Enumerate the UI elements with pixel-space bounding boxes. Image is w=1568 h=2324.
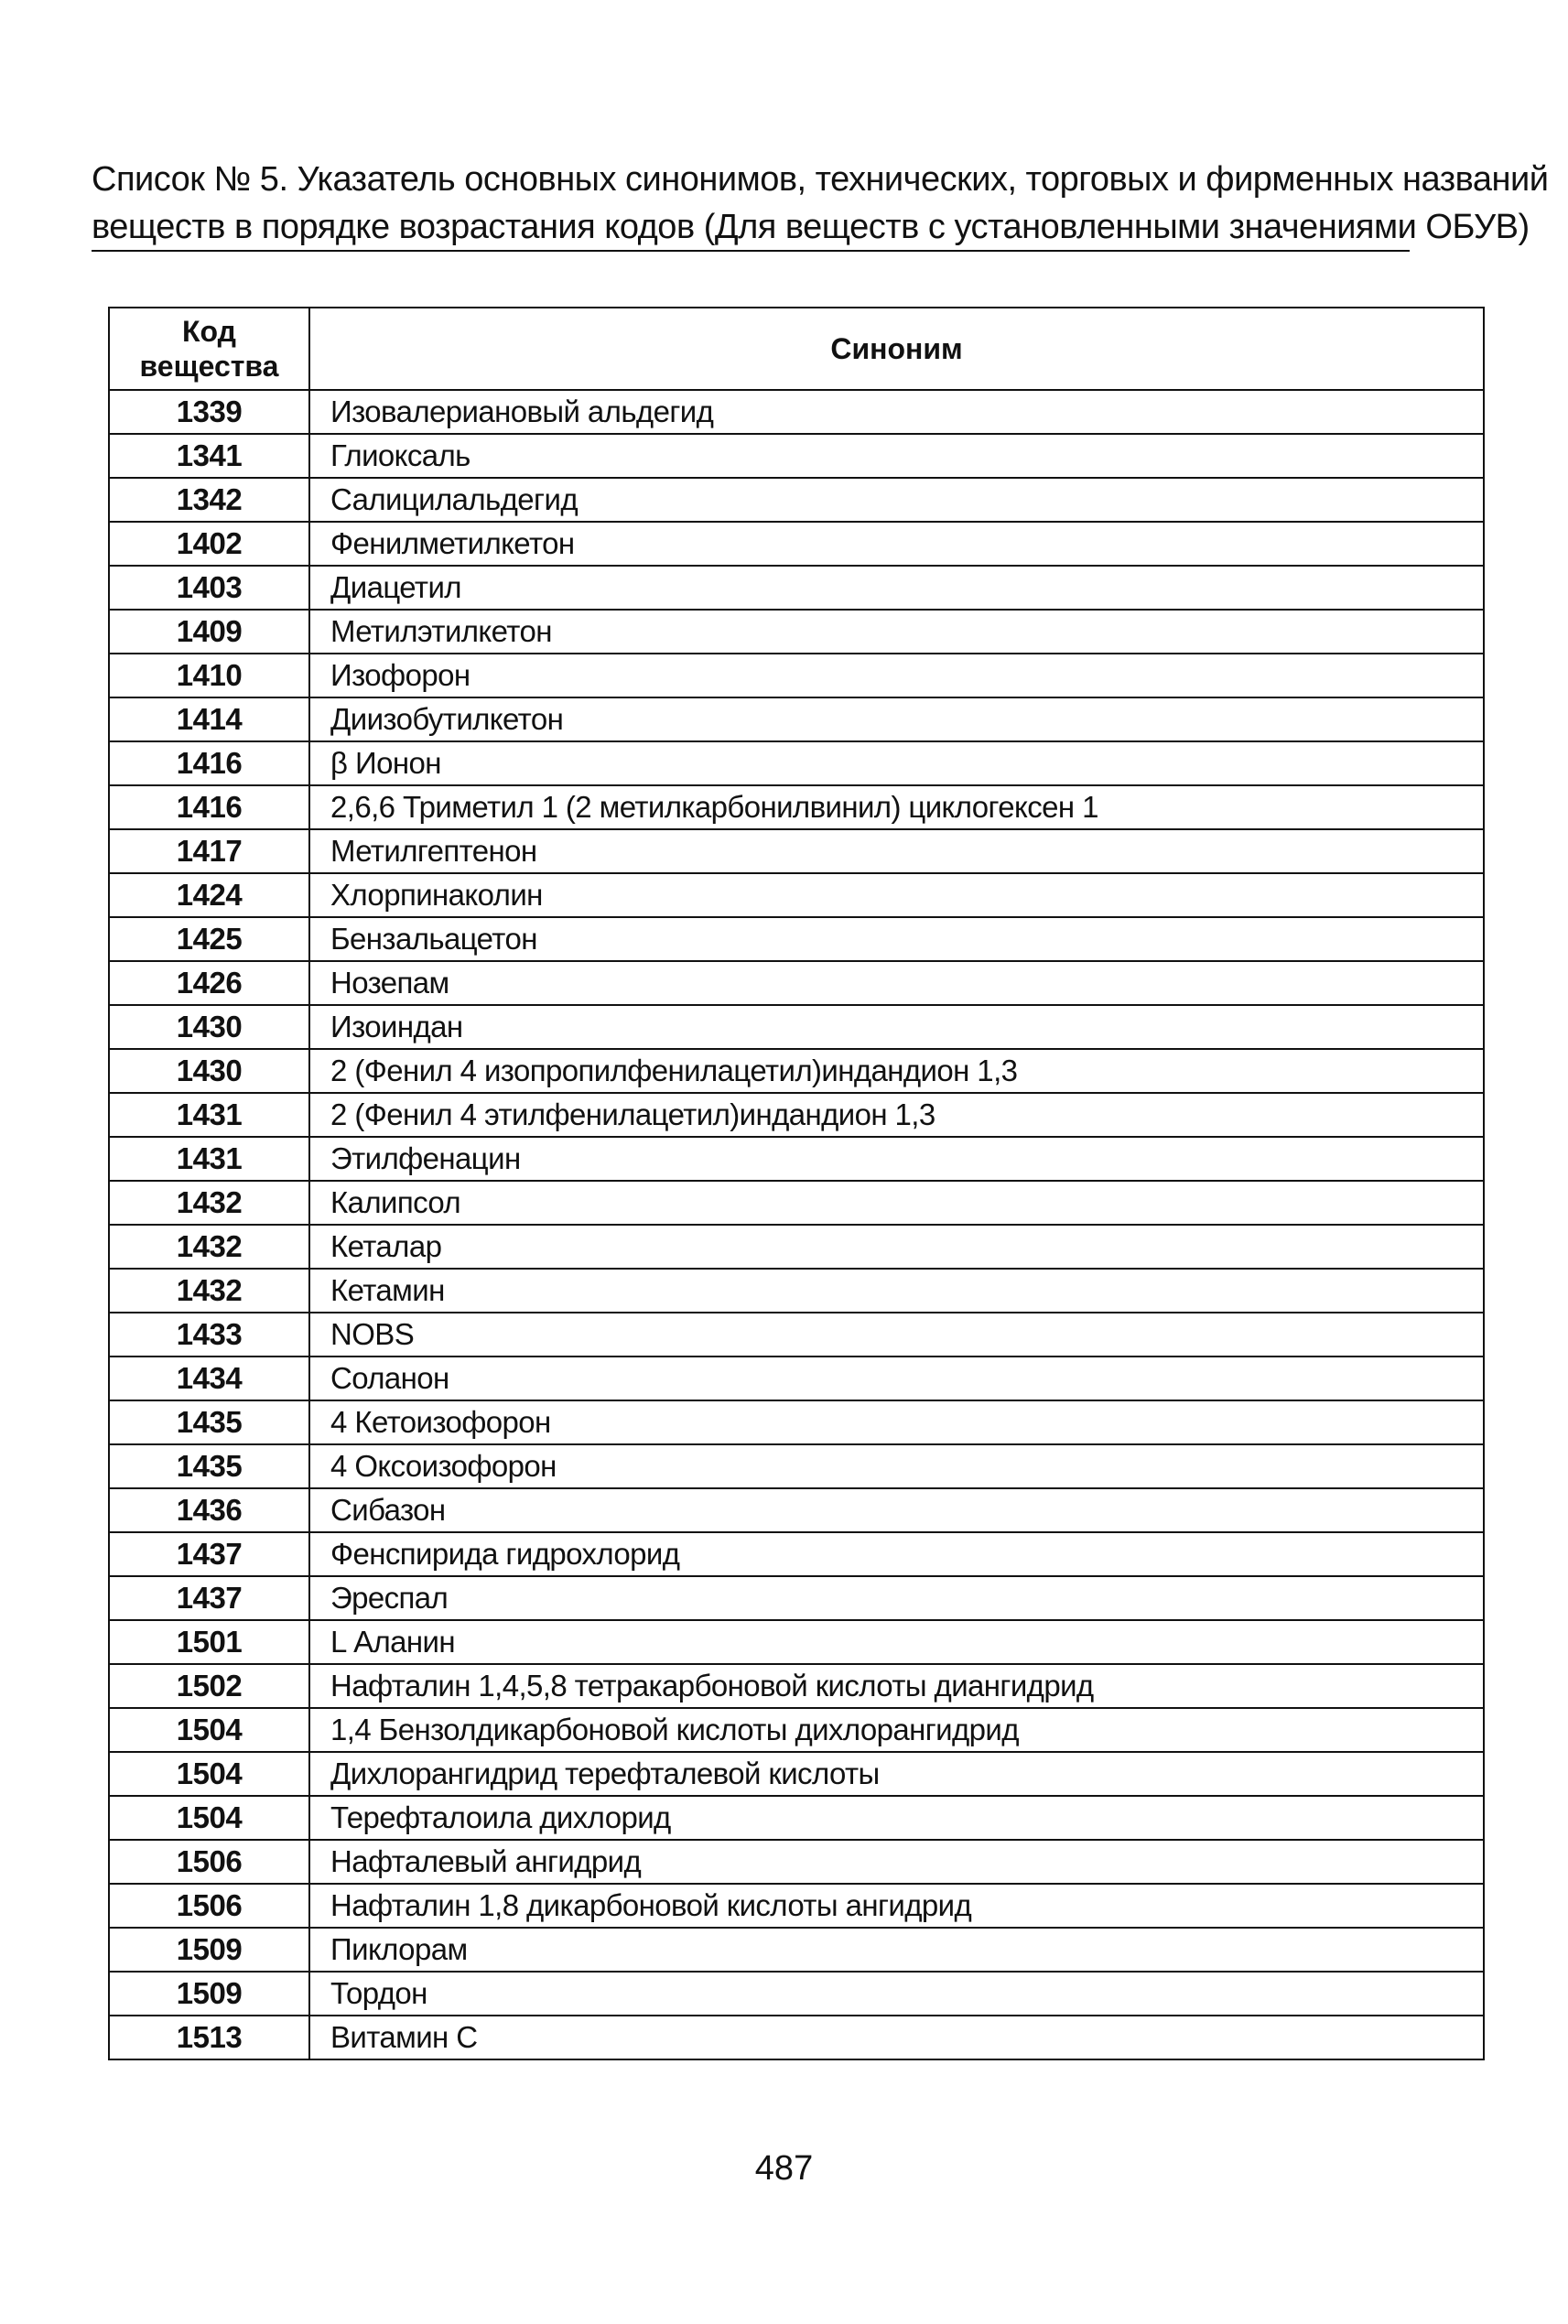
synonym-name: Изоиндан <box>309 1005 1484 1049</box>
synonym-name: Диизобутилкетон <box>309 697 1484 741</box>
table-row <box>109 1400 1484 1444</box>
table-row <box>109 1313 1484 1357</box>
synonym-name: 2 (Фенил 4 этилфенилацетил)индандион 1,3 <box>309 1093 1484 1137</box>
synonym-name: Хлорпинаколин <box>309 873 1484 917</box>
table-row <box>109 522 1484 566</box>
substance-code: 1432 <box>109 1269 309 1313</box>
table-row <box>109 741 1484 785</box>
table-row <box>109 785 1484 829</box>
substance-code: 1410 <box>109 654 309 697</box>
table-row <box>109 697 1484 741</box>
substance-code: 1414 <box>109 697 309 741</box>
substance-code: 1435 <box>109 1400 309 1444</box>
synonym-name: Калипсол <box>309 1181 1484 1225</box>
substance-code: 1417 <box>109 829 309 873</box>
synonym-name: Кеталар <box>309 1225 1484 1269</box>
synonym-name: Кетамин <box>309 1269 1484 1313</box>
table-row <box>109 829 1484 873</box>
substance-code: 1432 <box>109 1181 309 1225</box>
substance-code: 1432 <box>109 1225 309 1269</box>
substance-code: 1435 <box>109 1444 309 1488</box>
synonym-name: Метилгептенон <box>309 829 1484 873</box>
title-line-1: Список № 5. Указатель основных синонимов, технических, торговых и фирменных названий <box>92 160 1549 199</box>
table-row <box>109 1049 1484 1093</box>
synonym-name: Метилэтилкетон <box>309 610 1484 654</box>
header-synonym: Синоним <box>309 308 1484 390</box>
table-row <box>109 1752 1484 1796</box>
table-row <box>109 1357 1484 1400</box>
page-number: 487 <box>754 2149 814 2188</box>
substance-code: 1426 <box>109 961 309 1005</box>
table-row <box>109 1708 1484 1752</box>
substance-code: 1436 <box>109 1488 309 1532</box>
table-row <box>109 566 1484 610</box>
substance-code: 1437 <box>109 1576 309 1620</box>
table-row <box>109 1840 1484 1884</box>
table-header-row <box>109 308 1484 390</box>
table-row <box>109 610 1484 654</box>
synonym-name: 2,6,6 Триметил 1 (2 метилкарбонилвинил) циклогексен 1 <box>309 785 1484 829</box>
title-underline <box>92 250 1410 252</box>
synonym-name: Диацетил <box>309 566 1484 610</box>
substance-code: 1434 <box>109 1357 309 1400</box>
table-row <box>109 1796 1484 1840</box>
synonym-name: Этилфенацин <box>309 1137 1484 1181</box>
table-row <box>109 1181 1484 1225</box>
page-title <box>92 156 1549 251</box>
substance-code: 1416 <box>109 741 309 785</box>
substance-code: 1513 <box>109 2016 309 2059</box>
substance-code: 1504 <box>109 1708 309 1752</box>
table-row <box>109 654 1484 697</box>
synonym-name: Изовалериановый альдегид <box>309 390 1484 434</box>
synonym-name: Соланон <box>309 1357 1484 1400</box>
synonym-name: Изофорон <box>309 654 1484 697</box>
substance-code: 1431 <box>109 1093 309 1137</box>
table-row <box>109 1620 1484 1664</box>
table-row <box>109 1576 1484 1620</box>
table-row <box>109 390 1484 434</box>
synonym-name: 2 (Фенил 4 изопропилфенилацетил)индандион 1,3 <box>309 1049 1484 1093</box>
substance-code: 1506 <box>109 1840 309 1884</box>
synonym-name: 1,4 Бензолдикарбоновой кислоты дихлорангидрид <box>309 1708 1484 1752</box>
synonym-name: 4 Оксоизофорон <box>309 1444 1484 1488</box>
table-row <box>109 1005 1484 1049</box>
substance-code: 1402 <box>109 522 309 566</box>
substance-code: 1431 <box>109 1137 309 1181</box>
substance-code: 1502 <box>109 1664 309 1708</box>
synonym-name: NOBS <box>309 1313 1484 1357</box>
synonym-name: Фенилметилкетон <box>309 522 1484 566</box>
table-row <box>109 1884 1484 1928</box>
synonym-table <box>108 307 1485 2060</box>
table-row <box>109 478 1484 522</box>
synonym-name: Нафталин 1,8 дикарбоновой кислоты ангидрид <box>309 1884 1484 1928</box>
table-row <box>109 917 1484 961</box>
substance-code: 1424 <box>109 873 309 917</box>
synonym-name: L Аланин <box>309 1620 1484 1664</box>
table-row <box>109 2016 1484 2059</box>
substance-code: 1509 <box>109 1928 309 1972</box>
synonym-name: Бензальацетон <box>309 917 1484 961</box>
substance-code: 1433 <box>109 1313 309 1357</box>
synonym-table-container <box>108 307 1483 2060</box>
substance-code: 1504 <box>109 1752 309 1796</box>
table-row <box>109 1225 1484 1269</box>
table-row <box>109 1444 1484 1488</box>
substance-code: 1506 <box>109 1884 309 1928</box>
synonym-name: β Ионон <box>309 741 1484 785</box>
table-row <box>109 1269 1484 1313</box>
header-code-line1: Код <box>182 315 236 348</box>
substance-code: 1430 <box>109 1049 309 1093</box>
table-row <box>109 1137 1484 1181</box>
table-row <box>109 1532 1484 1576</box>
synonym-name: Нафталевый ангидрид <box>309 1840 1484 1884</box>
synonym-name: Витамин С <box>309 2016 1484 2059</box>
synonym-name: Пиклорам <box>309 1928 1484 1972</box>
synonym-name: Глиоксаль <box>309 434 1484 478</box>
synonym-name: Салицилальдегид <box>309 478 1484 522</box>
synonym-name: Дихлорангидрид терефталевой кислоты <box>309 1752 1484 1796</box>
substance-code: 1501 <box>109 1620 309 1664</box>
table-row <box>109 1972 1484 2016</box>
synonym-name: Эреспал <box>309 1576 1484 1620</box>
table-row <box>109 1928 1484 1972</box>
synonym-name: 4 Кетоизофорон <box>309 1400 1484 1444</box>
header-code <box>109 308 309 390</box>
substance-code: 1509 <box>109 1972 309 2016</box>
table-row <box>109 961 1484 1005</box>
table-row <box>109 1093 1484 1137</box>
substance-code: 1409 <box>109 610 309 654</box>
table-row <box>109 1488 1484 1532</box>
substance-code: 1403 <box>109 566 309 610</box>
substance-code: 1437 <box>109 1532 309 1576</box>
synonym-name: Нафталин 1,4,5,8 тетракарбоновой кислоты диангидрид <box>309 1664 1484 1708</box>
substance-code: 1341 <box>109 434 309 478</box>
substance-code: 1425 <box>109 917 309 961</box>
table-row <box>109 1664 1484 1708</box>
substance-code: 1339 <box>109 390 309 434</box>
synonym-name: Сибазон <box>309 1488 1484 1532</box>
synonym-name: Тордон <box>309 1972 1484 2016</box>
table-row <box>109 434 1484 478</box>
substance-code: 1504 <box>109 1796 309 1840</box>
title-line-2: веществ в порядке возрастания кодов (Для веществ с установленными значениями ОБУВ) <box>92 208 1530 246</box>
substance-code: 1342 <box>109 478 309 522</box>
substance-code: 1430 <box>109 1005 309 1049</box>
substance-code: 1416 <box>109 785 309 829</box>
synonym-name: Нозепам <box>309 961 1484 1005</box>
synonym-name: Фенспирида гидрохлорид <box>309 1532 1484 1576</box>
table-body <box>109 390 1484 2059</box>
table-row <box>109 873 1484 917</box>
synonym-name: Терефталоила дихлорид <box>309 1796 1484 1840</box>
header-code-line2: вещества <box>139 350 279 383</box>
